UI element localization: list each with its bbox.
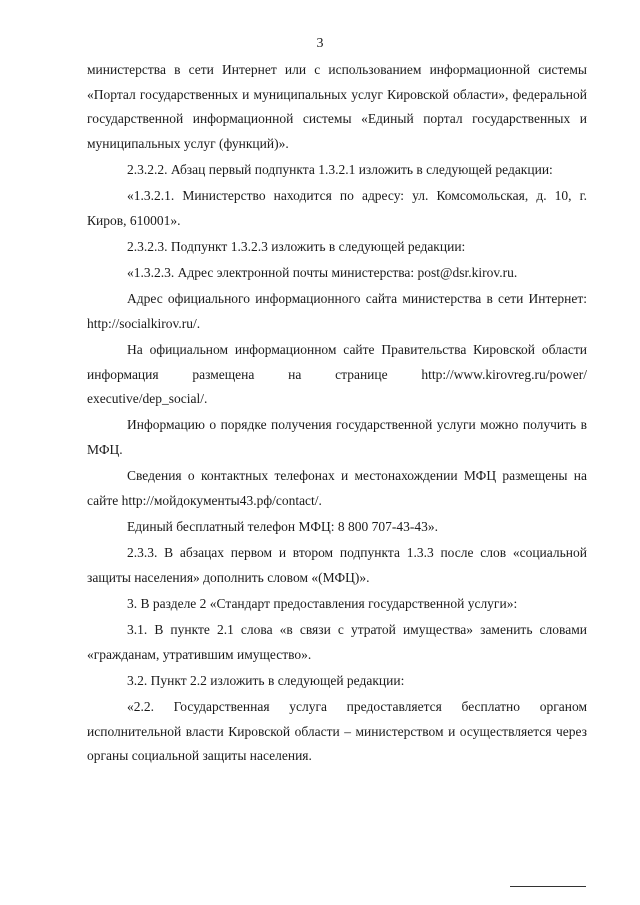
footer-rule <box>510 886 586 887</box>
paragraph-5: «1.3.2.3. Адрес электронной почты министерства: post@dsr.kirov.ru. <box>127 265 518 281</box>
paragraph-7: На официальном информационном сайте Правительства Кировской области информация размещена на странице http://www.kirovreg.ru/power/ executive/dep_social/. <box>87 342 587 407</box>
paragraph-9: Сведения о контактных телефонах и местонахождении МФЦ размещены на сайте http://мойдокументы43.рф/contact/. <box>87 468 587 508</box>
paragraph-8: Информацию о порядке получения государственной услуги можно получить в МФЦ. <box>87 417 587 458</box>
paragraph-10: Единый бесплатный телефон МФЦ: 8 800 707-43-43». <box>127 519 439 535</box>
paragraph-15: «2.2. Государственная услуга предоставляется бесплатно органом исполнительной власти Кировской области – министерством и осуществляется через органы социальной защиты населения. <box>87 699 587 764</box>
paragraph-2: 2.3.2.2. Абзац первый подпункта 1.3.2.1 изложить в следующей редакции: <box>127 161 553 177</box>
paragraph-6: Адрес официального информационного сайта министерства в сети Интернет: http://socialkirov.ru/. <box>87 291 587 331</box>
paragraph-13: 3.1. В пункте 2.1 слова «в связи с утратой имущества» заменить словами «гражданам, утратившим имущество». <box>87 622 587 662</box>
paragraph-3: «1.3.2.1. Министерство находится по адресу: ул. Комсомольская, д. 10, г. Киров, 610001». <box>87 188 587 228</box>
document-body <box>87 58 587 771</box>
paragraph-14: 3.2. Пункт 2.2 изложить в следующей редакции: <box>127 672 405 688</box>
paragraph-1: министерства в сети Интернет или с использованием информационной системы «Портал государственных и муниципальных услуг Кировской области», федеральной государственной информационной системы «Единый портал государственных и муниципальных услуг (функций)». <box>87 62 587 151</box>
paragraph-12: 3. В разделе 2 «Стандарт предоставления государственной услуги»: <box>127 596 518 611</box>
paragraph-4: 2.3.2.3. Подпункт 1.3.2.3 изложить в следующей редакции: <box>127 238 466 254</box>
page-number: 3 <box>316 36 324 51</box>
paragraph-11: 2.3.3. В абзацах первом и втором подпункта 1.3.3 после слов «социальной защиты населения» дополнить словом «(МФЦ)». <box>87 545 587 585</box>
